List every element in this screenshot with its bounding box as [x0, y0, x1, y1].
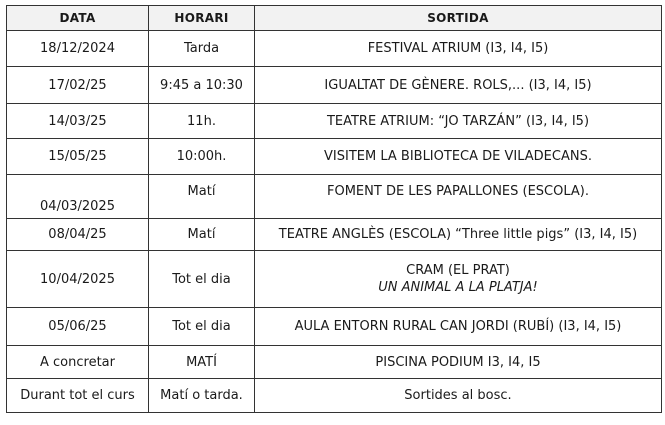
row-time: Matí o tarda. [149, 379, 255, 413]
header-outing: SORTIDA [255, 6, 662, 31]
row-outing: Sortides al bosc. [255, 379, 662, 413]
row-time: Matí [149, 175, 255, 219]
row-outing: TEATRE ATRIUM: “JO TARZÁN” (I3, I4, I5) [255, 104, 662, 139]
table-row [7, 104, 662, 139]
row-date: A concretar [7, 346, 149, 379]
table-row [7, 379, 662, 413]
row-date: Durant tot el curs [7, 379, 149, 413]
row-date: 05/06/25 [7, 308, 149, 346]
row-time: Tot el dia [149, 251, 255, 308]
header-date: DATA [7, 6, 149, 31]
row-outing: AULA ENTORN RURAL CAN JORDI (RUBÍ) (I3, I4, I5) [255, 308, 662, 346]
row-outing: IGUALTAT DE GÈNERE. ROLS,... (I3, I4, I5) [255, 67, 662, 104]
row-outing: TEATRE ANGLÈS (ESCOLA) “Three little pigs” (I3, I4, I5) [255, 219, 662, 251]
row-time: Tarda [149, 31, 255, 67]
outing-title: CRAM (EL PRAT) [406, 263, 510, 278]
table-row [7, 139, 662, 175]
row-outing: PISCINA PODIUM I3, I4, I5 [255, 346, 662, 379]
row-time: Matí [149, 219, 255, 251]
table-row [7, 346, 662, 379]
outing-note: UN ANIMAL A LA PLATJA! [378, 280, 538, 295]
row-date: 14/03/25 [7, 104, 149, 139]
row-date: 04/03/2025 [7, 175, 149, 219]
row-date: 10/04/2025 [7, 251, 149, 308]
row-date: 08/04/25 [7, 219, 149, 251]
table-row [7, 67, 662, 104]
table-row [7, 308, 662, 346]
header-time: HORARI [149, 6, 255, 31]
table-row [7, 251, 662, 308]
outings-table [6, 5, 662, 413]
row-outing: VISITEM LA BIBLIOTECA DE VILADECANS. [255, 139, 662, 175]
row-date: 15/05/25 [7, 139, 149, 175]
row-time: Tot el dia [149, 308, 255, 346]
row-time: 10:00h. [149, 139, 255, 175]
row-date: 17/02/25 [7, 67, 149, 104]
row-time: 11h. [149, 104, 255, 139]
row-outing: FOMENT DE LES PAPALLONES (ESCOLA). [255, 175, 662, 219]
header-row [7, 6, 662, 31]
row-outing [255, 251, 662, 308]
row-outing: FESTIVAL ATRIUM (I3, I4, I5) [255, 31, 662, 67]
row-time: 9:45 a 10:30 [149, 67, 255, 104]
row-date: 18/12/2024 [7, 31, 149, 67]
table-row [7, 175, 662, 219]
row-time: MATÍ [149, 346, 255, 379]
table-row [7, 31, 662, 67]
table-row [7, 219, 662, 251]
